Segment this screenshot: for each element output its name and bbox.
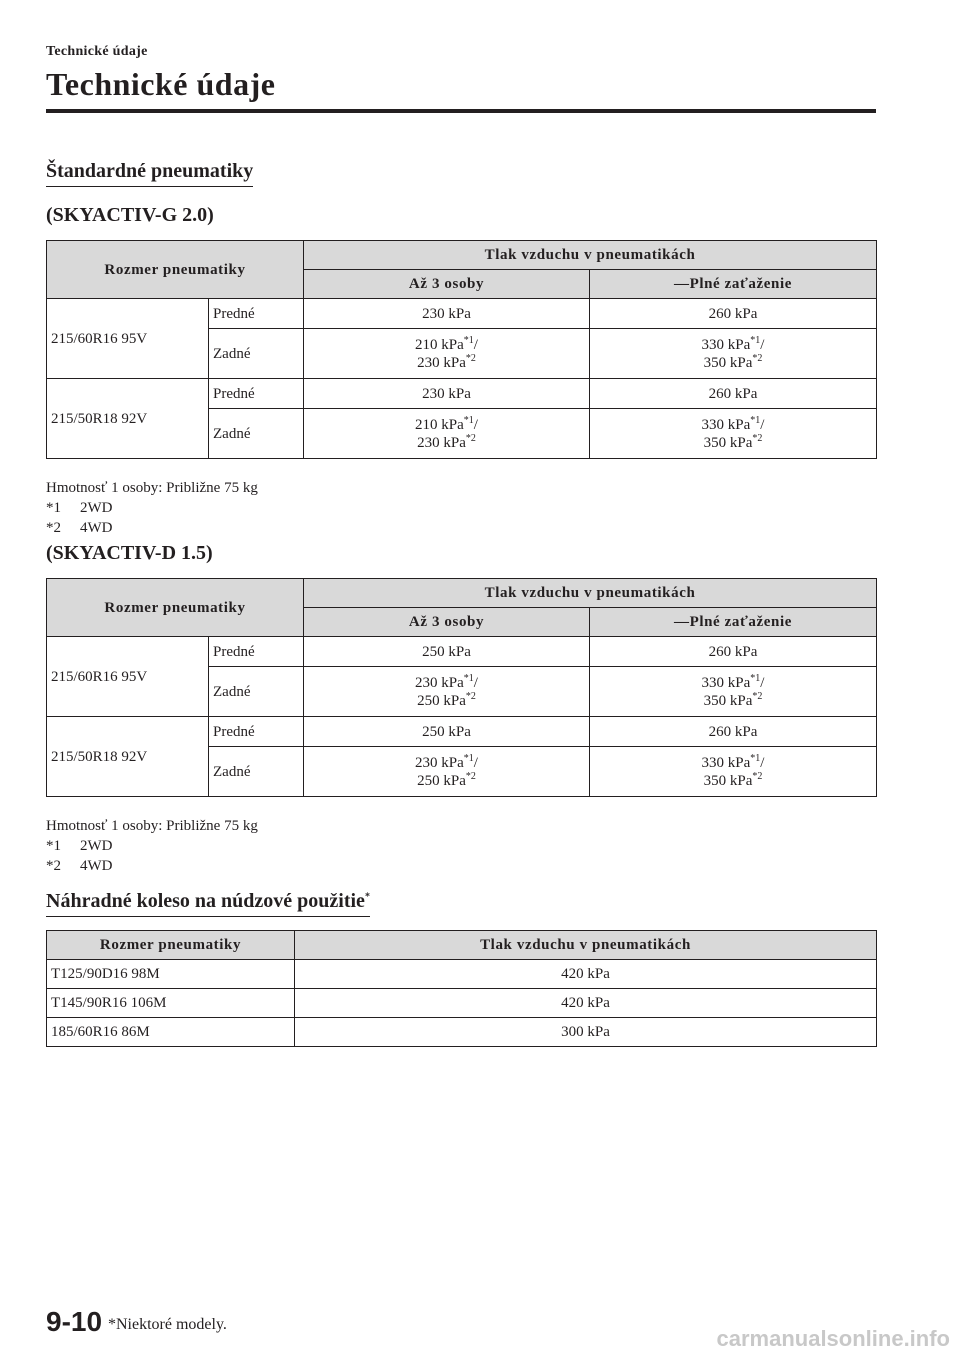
pressure-value: 330 kPa — [701, 674, 751, 691]
footnote-mark: *2 — [46, 520, 61, 536]
pressure-cell: 250 kPa — [304, 717, 590, 747]
header-tire-pressure: Tlak vzduchu v pneumatikách — [295, 931, 877, 960]
table-row — [47, 637, 877, 667]
footnote-mark: *1 — [46, 500, 61, 516]
pressure-value: 250 kPa — [417, 772, 466, 789]
pressure-value: 330 kPa — [701, 336, 751, 353]
axle-position-cell: Predné — [209, 717, 304, 747]
footnote-mark: *1 — [463, 752, 474, 764]
tire-size-cell: 185/60R16 86M — [47, 1018, 295, 1047]
header-load-full: —Plné zaťaženie — [590, 608, 877, 637]
separator: / — [760, 416, 765, 433]
table-row — [47, 960, 877, 989]
footnote-mark: *1 — [46, 838, 61, 854]
pressure-cell: 260 kPa — [590, 379, 877, 409]
pressure-cell: 300 kPa — [295, 1018, 877, 1047]
pressure-cell: 230 kPa — [304, 299, 590, 329]
page-header — [46, 44, 876, 103]
footnote-mark: *2 — [465, 432, 476, 444]
footnote-text: 4WD — [80, 858, 113, 874]
footnote-text: 4WD — [80, 520, 113, 536]
subsection-title-d15: (SKYACTIV-D 1.5) — [46, 542, 213, 564]
footnote-mark: *2 — [465, 770, 476, 782]
footnote-mark: *2 — [752, 770, 763, 782]
table-row — [47, 989, 877, 1018]
section-title-standard-tires: Štandardné pneumatiky — [46, 160, 253, 187]
header-tire-size: Rozmer pneumatiky — [47, 579, 304, 637]
footnotes-d15 — [46, 816, 258, 876]
pressure-cell: 420 kPa — [295, 989, 877, 1018]
footnote-mark: *1 — [750, 672, 761, 684]
footnote-text: 2WD — [80, 500, 113, 516]
tire-size-cell: 215/60R16 95V — [47, 299, 209, 379]
tire-size-cell: 215/50R18 92V — [47, 379, 209, 459]
pressure-value: 210 kPa — [415, 416, 464, 433]
footnote-mark: * — [364, 891, 370, 903]
footer-note: *Niektoré modely. — [108, 1316, 227, 1333]
pressure-value: 330 kPa — [701, 416, 751, 433]
pressure-value: 350 kPa — [703, 772, 753, 789]
pressure-cell: 260 kPa — [590, 299, 877, 329]
tire-size-cell: 215/60R16 95V — [47, 637, 209, 717]
separator: / — [760, 674, 765, 691]
footnote-mark: *1 — [750, 414, 761, 426]
footnote-mark: *2 — [752, 352, 763, 364]
page-footer — [46, 1306, 227, 1338]
axle-position-cell: Predné — [209, 299, 304, 329]
header-tire-pressure: Tlak vzduchu v pneumatikách — [304, 241, 877, 270]
section-title-text: Náhradné koleso na núdzové použitie — [46, 890, 365, 912]
axle-position-cell: Predné — [209, 637, 304, 667]
axle-position-cell: Zadné — [209, 667, 304, 717]
tire-size-cell: T125/90D16 98M — [47, 960, 295, 989]
pressure-value: 210 kPa — [415, 336, 464, 353]
pressure-cell — [590, 409, 877, 459]
subsection-title-g20: (SKYACTIV-G 2.0) — [46, 204, 214, 226]
footnote-2 — [46, 518, 258, 538]
tire-size-cell: 215/50R18 92V — [47, 717, 209, 797]
axle-position-cell: Zadné — [209, 329, 304, 379]
tire-size-cell: T145/90R16 106M — [47, 989, 295, 1018]
header-tire-pressure: Tlak vzduchu v pneumatikách — [304, 579, 877, 608]
footnote-mark: *2 — [46, 858, 61, 874]
axle-position-cell: Zadné — [209, 747, 304, 797]
footnote-mark: *2 — [752, 432, 763, 444]
separator: / — [760, 754, 765, 771]
table-row — [47, 379, 877, 409]
pressure-cell — [590, 747, 877, 797]
pressure-cell: 260 kPa — [590, 637, 877, 667]
separator: / — [473, 754, 478, 771]
pressure-value: 350 kPa — [703, 434, 753, 451]
table-row — [47, 1018, 877, 1047]
axle-position-cell: Zadné — [209, 409, 304, 459]
watermark: carmanualsonline.info — [716, 1326, 950, 1351]
pressure-value: 330 kPa — [701, 754, 751, 771]
pressure-cell — [590, 329, 877, 379]
pressure-value: 230 kPa — [415, 674, 464, 691]
separator: / — [473, 416, 478, 433]
pressure-cell — [304, 747, 590, 797]
header-load-up-to-3: Až 3 osoby — [304, 270, 590, 299]
page-number: 9-10 — [46, 1306, 103, 1337]
pressure-value: 350 kPa — [703, 354, 753, 371]
footnote-mark: *1 — [750, 334, 761, 346]
footnote-mark: *2 — [752, 690, 763, 702]
section-title-spare-tire — [46, 890, 370, 917]
pressure-cell — [304, 329, 590, 379]
pressure-value: 230 kPa — [417, 434, 466, 451]
pressure-cell — [304, 667, 590, 717]
pressure-cell: 230 kPa — [304, 379, 590, 409]
pressure-cell — [304, 409, 590, 459]
footnote-1 — [46, 836, 258, 856]
running-head: Technické údaje — [46, 44, 148, 59]
pressure-value: 250 kPa — [417, 692, 466, 709]
header-load-full: —Plné zaťaženie — [590, 270, 877, 299]
footnote-mark: *1 — [750, 752, 761, 764]
footnotes-g20 — [46, 478, 258, 538]
pressure-value: 230 kPa — [417, 354, 466, 371]
header-load-up-to-3: Až 3 osoby — [304, 608, 590, 637]
pressure-cell: 420 kPa — [295, 960, 877, 989]
footnote-mark: *1 — [463, 414, 474, 426]
footnote-1 — [46, 498, 258, 518]
footnote-mark: *2 — [465, 690, 476, 702]
tire-pressure-table-g20 — [46, 240, 877, 459]
header-tire-size: Rozmer pneumatiky — [47, 241, 304, 299]
header-rule — [46, 109, 876, 113]
pressure-cell: 250 kPa — [304, 637, 590, 667]
pressure-value: 230 kPa — [415, 754, 464, 771]
tire-pressure-table-d15 — [46, 578, 877, 797]
footnote-mark: *1 — [463, 334, 474, 346]
pressure-cell — [590, 667, 877, 717]
footnote-text: 2WD — [80, 838, 113, 854]
separator: / — [760, 336, 765, 353]
passenger-weight-note: Hmotnosť 1 osoby: Približne 75 kg — [46, 480, 258, 496]
spare-tire-table — [46, 930, 877, 1047]
pressure-cell: 260 kPa — [590, 717, 877, 747]
table-row — [47, 717, 877, 747]
footnote-2 — [46, 856, 258, 876]
passenger-weight-note: Hmotnosť 1 osoby: Približne 75 kg — [46, 818, 258, 834]
chapter-title: Technické údaje — [46, 66, 276, 102]
header-tire-size: Rozmer pneumatiky — [47, 931, 295, 960]
pressure-value: 350 kPa — [703, 692, 753, 709]
footnote-mark: *1 — [463, 672, 474, 684]
separator: / — [473, 336, 478, 353]
separator: / — [473, 674, 478, 691]
axle-position-cell: Predné — [209, 379, 304, 409]
table-row — [47, 299, 877, 329]
footnote-mark: *2 — [465, 352, 476, 364]
